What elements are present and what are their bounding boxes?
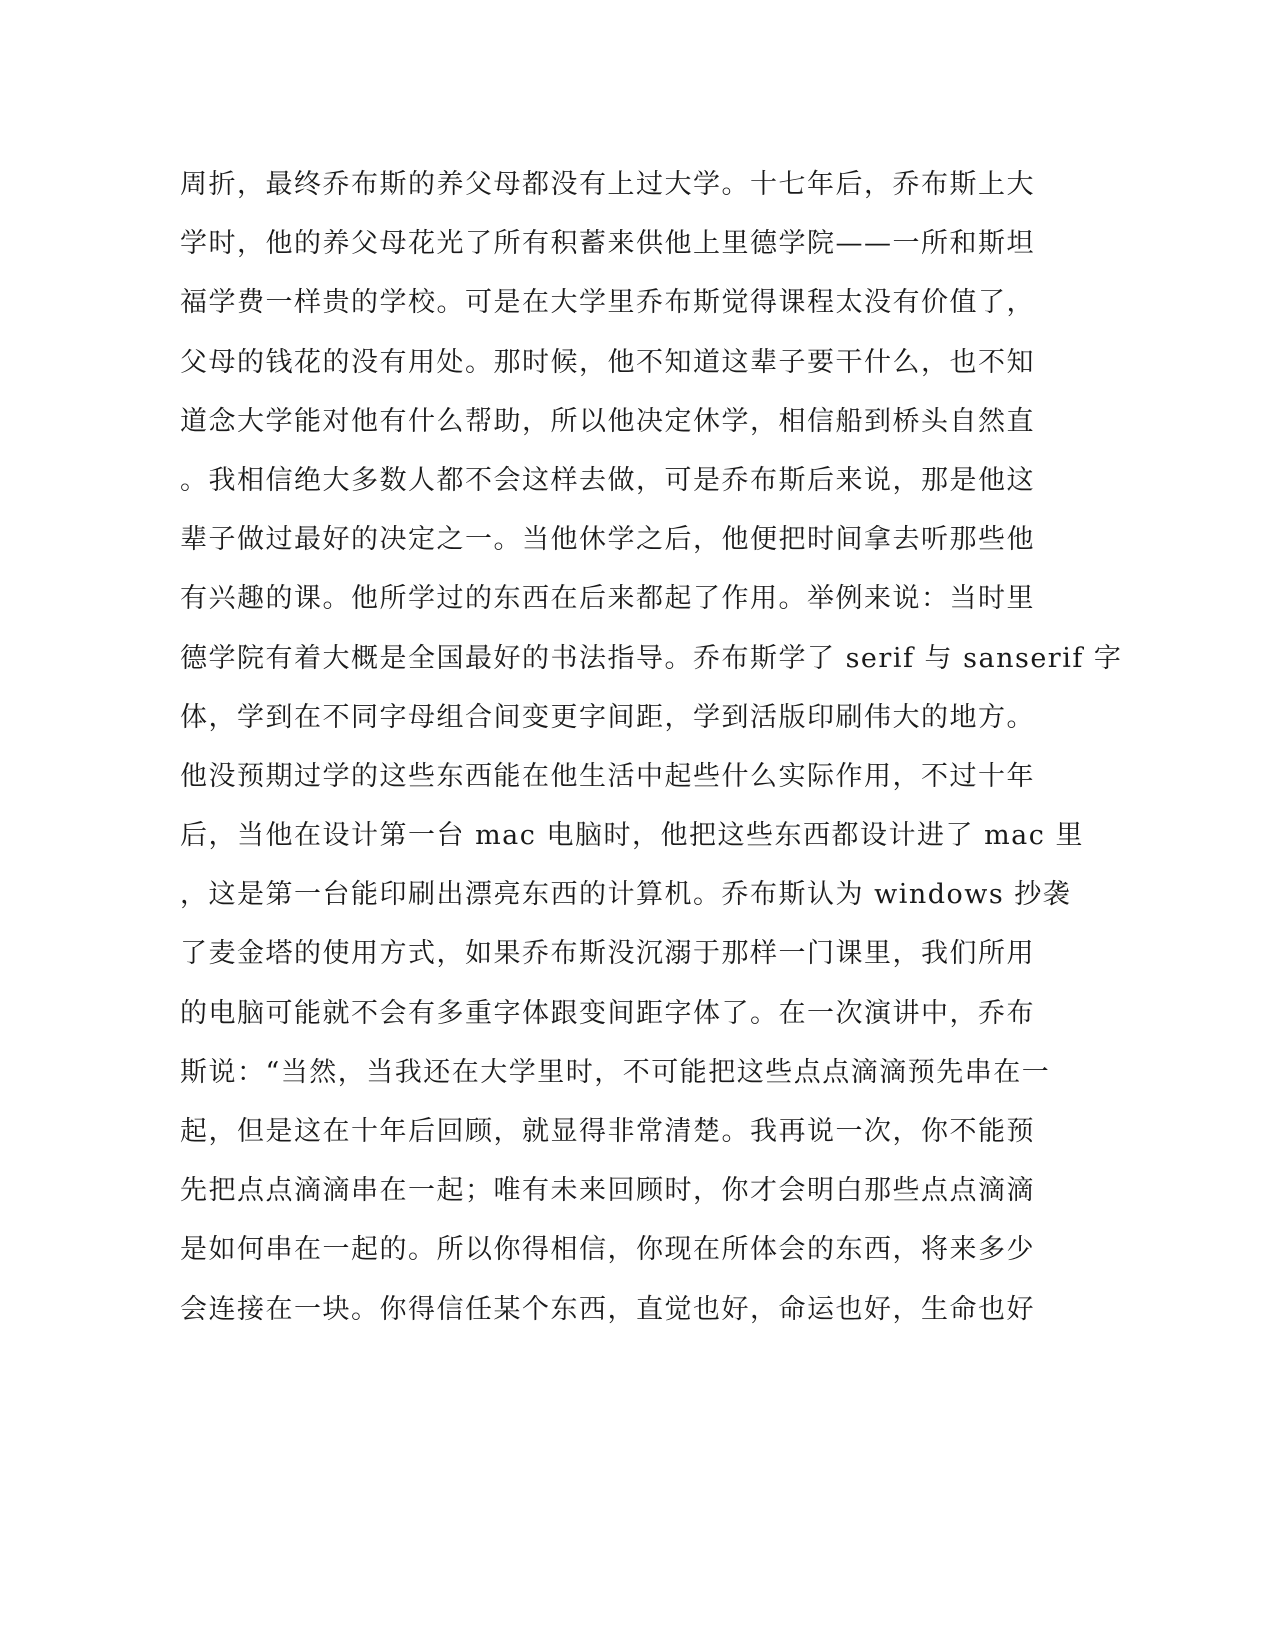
text-line-12: 后，当他在设计第一台 mac 电脑时，他把这些东西都设计进了 mac 里 bbox=[180, 820, 1084, 852]
text-line-14: 了麦金塔的使用方式，如果乔布斯没沉溺于那样一门课里，我们所用 bbox=[180, 938, 1035, 970]
text-line-3: 福学费一样贵的学校。可是在大学里乔布斯觉得课程太没有价值了， bbox=[180, 287, 1035, 319]
text-line-1: 周折，最终乔布斯的养父母都没有上过大学。十七年后，乔布斯上大 bbox=[180, 169, 1035, 200]
text-line-13: ，这是第一台能印刷出漂亮东西的计算机。乔布斯认为 windows 抄袭 bbox=[180, 879, 1072, 911]
text-line-17: 起，但是这在十年后回顾，就显得非常清楚。我再说一次，你不能预 bbox=[180, 1116, 1035, 1147]
text-line-18: 先把点点滴滴串在一起；唯有未来回顾时，你才会明白那些点点滴滴 bbox=[180, 1175, 1035, 1207]
text-line-8: 有兴趣的课。他所学过的东西在后来都起了作用。举例来说：当时里 bbox=[180, 583, 1035, 615]
text-line-6: 。我相信绝大多数人都不会这样去做，可是乔布斯后来说，那是他这 bbox=[180, 464, 1035, 496]
text-line-20: 会连接在一块。你得信任某个东西，直觉也好，命运也好，生命也好 bbox=[180, 1293, 1035, 1325]
text-line-5: 道念大学能对他有什么帮助，所以他决定休学，相信船到桥头自然直 bbox=[180, 405, 1035, 437]
text-line-15: 的电脑可能就不会有多重字体跟变间距字体了。在一次演讲中，乔布 bbox=[180, 997, 1035, 1029]
body-text bbox=[180, 155, 1123, 1339]
text-line-4: 父母的钱花的没有用处。那时候，他不知道这辈子要干什么，也不知 bbox=[180, 346, 1035, 378]
text-line-10: 体，学到在不同字母组合间变更字间距，学到活版印刷伟大的地方。 bbox=[180, 701, 1035, 733]
text-line-16: 斯说：“当然，当我还在大学里时，不可能把这些点点滴滴预先串在一 bbox=[180, 1056, 1051, 1088]
text-line-2: 学时，他的养父母花光了所有积蓄来供他上里德学院——一所和斯坦 bbox=[180, 228, 1035, 260]
text-line-11: 他没预期过学的这些东西能在他生活中起些什么实际作用，不过十年 bbox=[180, 760, 1035, 792]
text-line-7: 辈子做过最好的决定之一。当他休学之后，他便把时间拿去听那些他 bbox=[180, 524, 1035, 556]
text-line-9: 德学院有着大概是全国最好的书法指导。乔布斯学了 serif 与 sanserif 字 bbox=[180, 642, 1123, 674]
text-line-19: 是如何串在一起的。所以你得相信，你现在所体会的东西，将来多少 bbox=[180, 1234, 1035, 1266]
